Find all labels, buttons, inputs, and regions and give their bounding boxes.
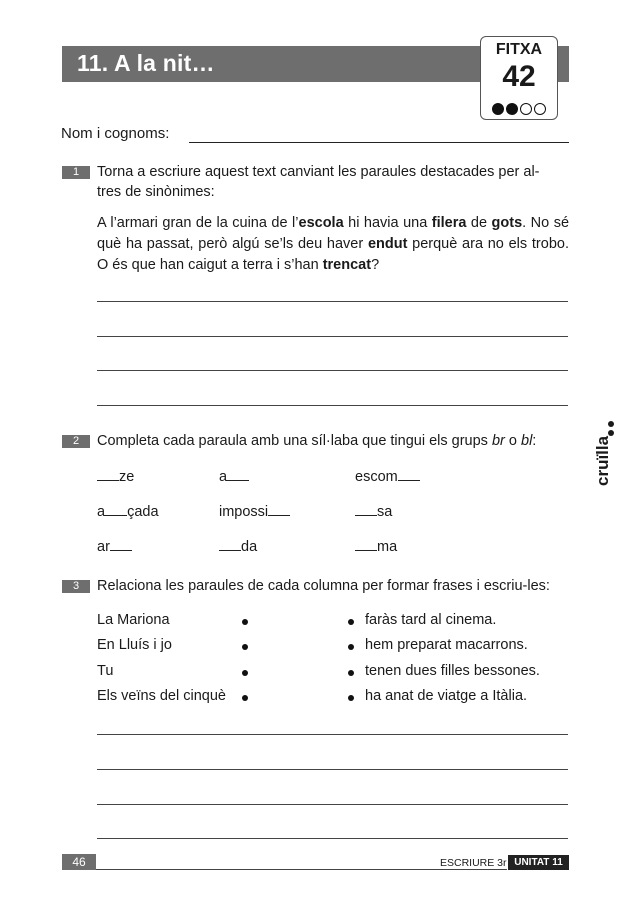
left-column-item: Tu	[97, 663, 114, 679]
word-part: çada	[127, 504, 159, 520]
exercise1-instruction	[97, 162, 569, 202]
word-part: ma	[377, 539, 398, 555]
match-point-left-icon[interactable]	[242, 644, 248, 650]
blank-slot[interactable]	[97, 468, 119, 481]
logo-text: cruïlla	[593, 435, 612, 486]
word-part: a	[97, 504, 106, 520]
word-part: a	[219, 469, 228, 485]
left-column-item: La Mariona	[97, 612, 170, 628]
syllable-item[interactable]	[219, 468, 249, 485]
match-point-right-icon[interactable]	[348, 644, 354, 650]
answer-line[interactable]	[97, 370, 568, 371]
answer-line[interactable]	[97, 405, 568, 406]
text-run: hi havia una	[343, 215, 432, 231]
syllable-item[interactable]	[97, 503, 159, 520]
blank-slot[interactable]	[219, 538, 241, 551]
blank-slot[interactable]	[105, 503, 127, 516]
text-run: A l’armari gran de la cuina de l’	[97, 215, 299, 231]
exercise1-text	[97, 213, 569, 276]
exercise2-instruction	[97, 431, 569, 451]
book-title: ESCRIURE 3r	[440, 857, 507, 869]
level-dot-filled-icon	[492, 103, 504, 115]
exercise-number: 1	[62, 166, 90, 179]
italic-term: bl	[521, 433, 533, 449]
blank-slot[interactable]	[110, 538, 132, 551]
word-part: impossi	[219, 504, 269, 520]
text-run: perquè ara no els trobo. O és que han caigut a terra i s’han	[97, 236, 569, 273]
answer-line[interactable]	[97, 301, 568, 302]
highlighted-word: endut	[367, 236, 408, 252]
text-run: o	[504, 433, 521, 449]
text-run: ?	[371, 257, 380, 273]
match-point-left-icon[interactable]	[242, 619, 248, 625]
level-dot-filled-icon	[506, 103, 518, 115]
blank-slot[interactable]	[355, 538, 377, 551]
syllable-item[interactable]	[355, 503, 392, 520]
blank-slot[interactable]	[227, 468, 249, 481]
footer-divider	[96, 869, 507, 870]
syllable-item[interactable]	[355, 468, 420, 485]
word-part: escom	[355, 469, 398, 485]
exercise-number: 2	[62, 435, 90, 448]
page-title: 11. A la nit…	[77, 50, 215, 76]
syllable-item[interactable]	[219, 538, 257, 555]
right-column-item: ha anat de viatge a Itàlia.	[365, 688, 528, 704]
answer-line[interactable]	[97, 838, 568, 839]
right-column-item: faràs tard al cinema.	[365, 612, 497, 628]
name-label: Nom i cognoms:	[61, 125, 170, 142]
highlighted-word: filera	[431, 215, 467, 231]
blank-slot[interactable]	[398, 468, 420, 481]
level-dot-empty-icon	[520, 103, 532, 115]
syllable-item[interactable]	[97, 468, 134, 485]
unit-label: UNITAT 11	[508, 855, 569, 870]
blank-slot[interactable]	[355, 503, 377, 516]
answer-line[interactable]	[97, 804, 568, 805]
answer-line[interactable]	[97, 734, 568, 735]
level-dot-empty-icon	[534, 103, 546, 115]
match-point-right-icon[interactable]	[348, 670, 354, 676]
left-column-item: Els veïns del cinquè	[97, 688, 226, 704]
match-point-left-icon[interactable]	[242, 695, 248, 701]
exercise3-instruction: Relaciona les paraules de cada columna per formar frases i escriu-les:	[97, 578, 550, 594]
page-number: 46	[62, 854, 96, 870]
syllable-item[interactable]	[97, 538, 132, 555]
fitxa-number: 42	[502, 60, 536, 93]
right-column-item: tenen dues filles bessones.	[365, 663, 540, 679]
highlighted-word: trencat	[322, 257, 372, 273]
name-input-line[interactable]	[189, 142, 569, 143]
word-part: ze	[119, 469, 135, 485]
blank-slot[interactable]	[268, 503, 290, 516]
highlighted-word: gots	[491, 215, 523, 231]
syllable-item[interactable]	[219, 503, 290, 520]
left-column-item: En Lluís i jo	[97, 637, 172, 653]
right-column-item: hem preparat macarrons.	[365, 637, 528, 653]
instruction-line: tres de sinònimes:	[97, 184, 215, 200]
answer-line[interactable]	[97, 336, 568, 337]
text-run: :	[532, 433, 537, 449]
syllable-item[interactable]	[355, 538, 397, 555]
fitxa-badge	[480, 36, 558, 120]
fitxa-label: FITXA	[495, 41, 543, 58]
text-run: Completa cada paraula amb una síl·laba que tingui els grups	[97, 433, 492, 449]
highlighted-word: escola	[298, 215, 344, 231]
text-run: . No sé què ha passat, però algú se’ls deu haver	[97, 215, 570, 252]
match-point-right-icon[interactable]	[348, 695, 354, 701]
answer-line[interactable]	[97, 769, 568, 770]
text-run: de	[466, 215, 492, 231]
difficulty-level	[481, 103, 557, 115]
match-point-right-icon[interactable]	[348, 619, 354, 625]
italic-term: br	[491, 433, 505, 449]
word-part: ar	[97, 539, 110, 555]
match-point-left-icon[interactable]	[242, 670, 248, 676]
word-part: sa	[377, 504, 393, 520]
word-part: da	[241, 539, 258, 555]
exercise-number: 3	[62, 580, 90, 593]
publisher-logo	[590, 416, 616, 488]
instruction-line: Torna a escriure aquest text canviant les paraules destacades per al-	[97, 164, 540, 180]
